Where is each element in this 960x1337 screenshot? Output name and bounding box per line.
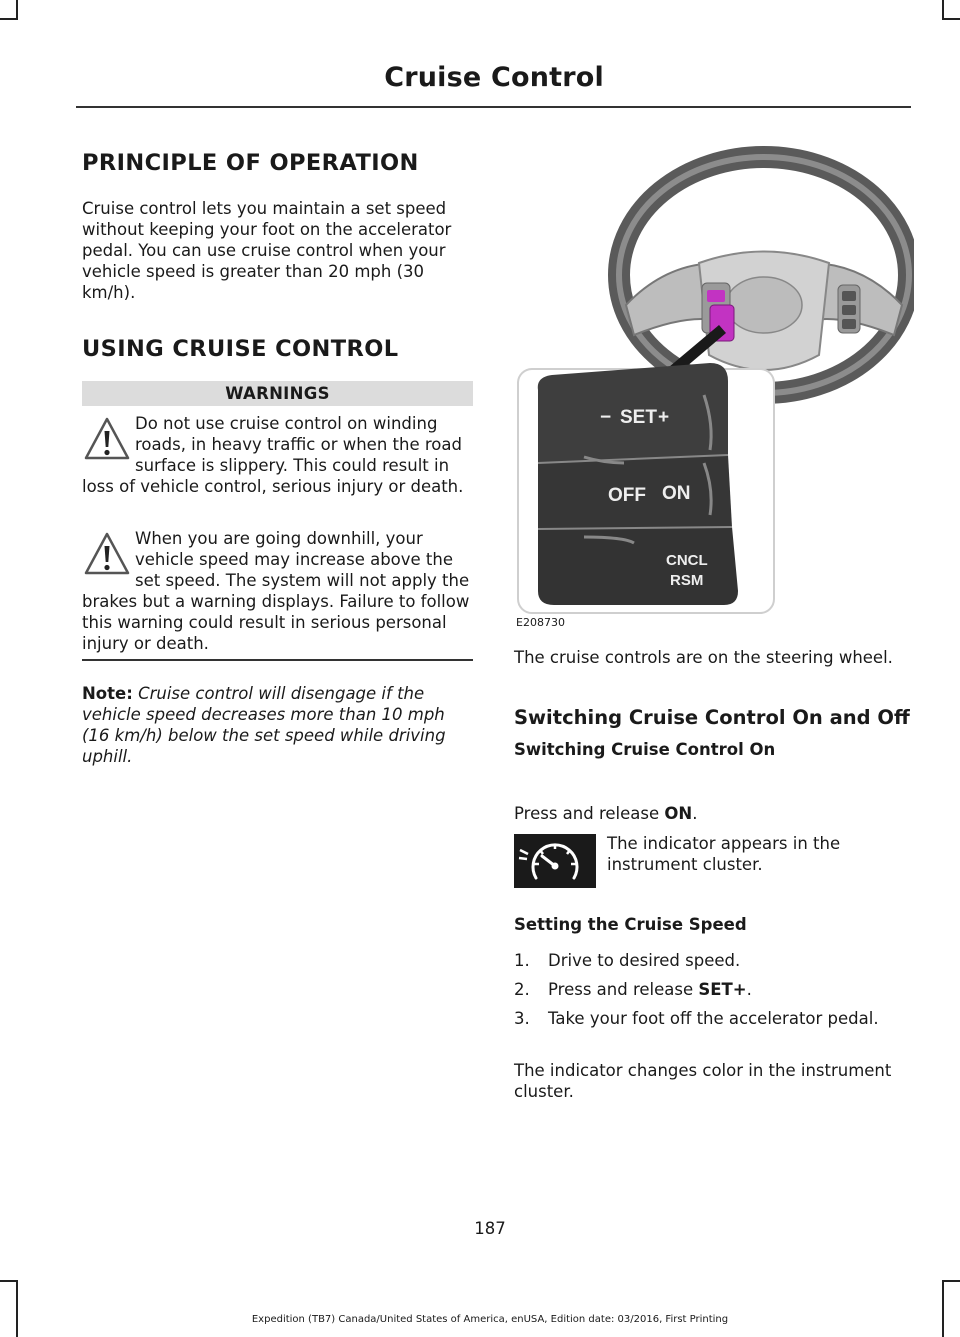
set-plus-keyword: SET+ — [698, 980, 747, 999]
warning-1-text: Do not use cruise control on winding roads, in heavy traffic or when the road surface is slippery. This could result in loss of vehicle control, serious injury or death. — [82, 414, 464, 496]
header-divider — [76, 106, 911, 108]
page-header-title: Cruise Control — [384, 62, 604, 93]
note-text: Cruise control will disengage if the vehicle speed decreases more than 10 mph (16 km/h) below the set speed while driving uphill. — [82, 684, 446, 766]
press-on-prefix: Press and release — [514, 804, 665, 823]
crop-mark — [942, 0, 944, 18]
crop-mark — [942, 1280, 944, 1337]
warning-triangle-icon — [82, 528, 132, 583]
page-number: 187 — [474, 1219, 506, 1238]
switching-on-heading: Switching Cruise Control On — [514, 740, 776, 759]
step-number: 2. — [514, 980, 530, 999]
setting-speed-heading: Setting the Cruise Speed — [514, 915, 747, 934]
step-2-suffix: . — [746, 980, 752, 999]
warning-2-text: When you are going downhill, your vehicle speed may increase above the set speed. The system will not apply the brakes but a warning displays. Failure to follow this warning could result in serious personal injury or death. — [82, 529, 470, 653]
steering-wheel-figure — [514, 145, 914, 615]
on-label: ON — [662, 483, 691, 504]
set-minus-label: − — [600, 407, 612, 428]
cncl-label: CNCL — [666, 552, 708, 569]
rsm-label: RSM — [670, 572, 704, 589]
press-on-suffix: . — [692, 804, 698, 823]
step-number: 1. — [514, 951, 530, 970]
crop-mark — [942, 1280, 960, 1282]
page-footer: Expedition (TB7) Canada/United States of America, enUSA, Edition date: 03/2016, First Printing — [251, 1314, 729, 1325]
controls-location-text: The cruise controls are on the steering wheel. — [514, 648, 893, 667]
principle-text: Cruise control lets you maintain a set speed without keeping your foot on the accelerator pedal. You can use cruise control when your vehicle speed is greater than 20 mph (30 km/h). — [82, 199, 452, 302]
cruise-switch-cluster — [538, 363, 738, 605]
warnings-divider — [82, 659, 473, 661]
warning-triangle-icon — [82, 413, 132, 468]
crop-mark — [0, 1280, 18, 1282]
note — [82, 683, 474, 767]
step-text — [548, 979, 898, 1000]
steering-wheel-illustration — [619, 157, 909, 393]
crop-mark — [16, 1280, 18, 1337]
figure-code: E208730 — [516, 616, 565, 629]
step-2-prefix: Press and release — [548, 980, 699, 999]
press-on-text — [514, 803, 914, 824]
warning-2 — [82, 528, 474, 654]
off-label: OFF — [608, 485, 646, 506]
indicator-appears-text: The indicator appears in the instrument cluster. — [607, 834, 841, 874]
step-number: 3. — [514, 1009, 530, 1028]
principle-heading: PRINCIPLE OF OPERATION — [82, 150, 419, 176]
using-heading: USING CRUISE CONTROL — [82, 336, 399, 362]
switching-heading: Switching Cruise Control On and Off — [514, 706, 910, 729]
crop-mark — [942, 18, 960, 20]
on-keyword: ON — [664, 804, 693, 823]
step-text: Drive to desired speed. — [548, 951, 741, 970]
step-text: Take your foot off the accelerator pedal. — [548, 1009, 879, 1028]
set-plus-label: + — [658, 407, 670, 428]
crop-mark — [0, 18, 18, 20]
set-label: SET — [620, 407, 657, 428]
crop-mark — [16, 0, 18, 18]
warnings-label: WARNINGS — [82, 381, 473, 406]
warning-1 — [82, 413, 474, 497]
cruise-indicator-icon — [514, 834, 596, 888]
note-label: Note: — [82, 684, 133, 703]
indicator-change-text: The indicator changes color in the instrument cluster. — [514, 1061, 892, 1101]
